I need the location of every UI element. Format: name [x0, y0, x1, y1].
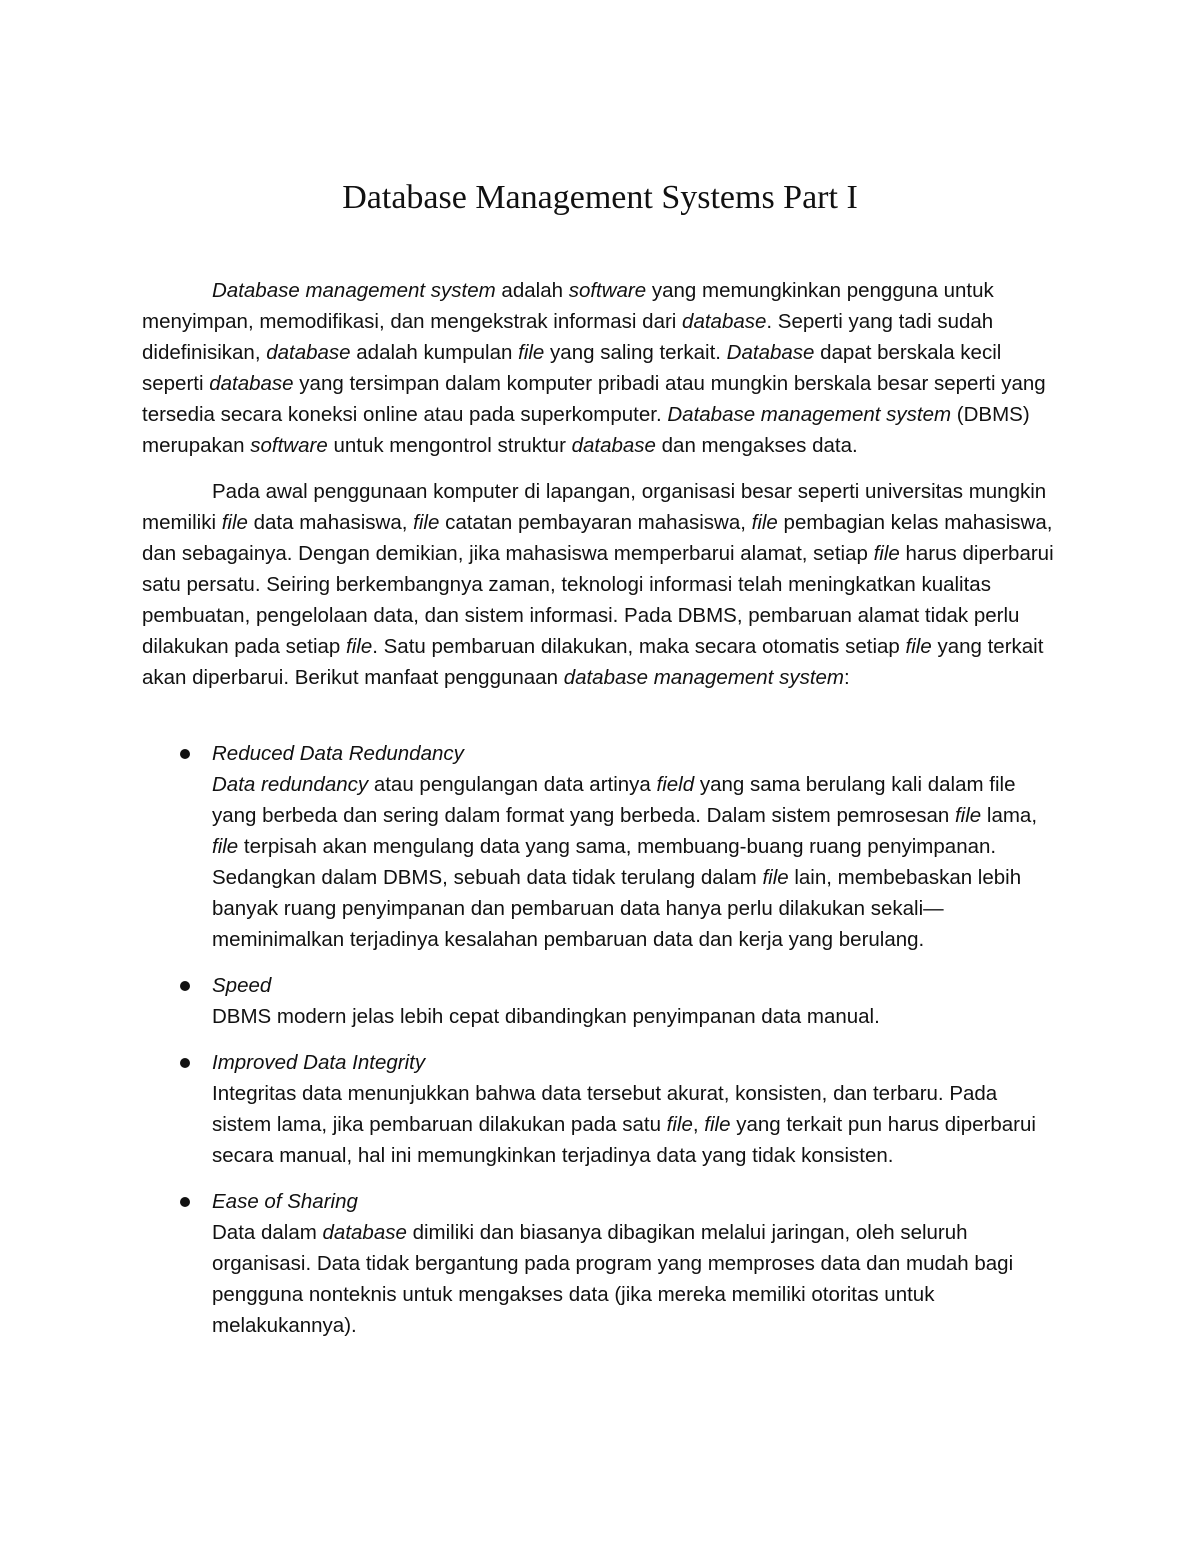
italic-text-run: software — [250, 434, 328, 457]
italic-text-run: Database management system — [667, 403, 952, 426]
list-item-heading: Improved Data Integrity — [212, 1051, 426, 1074]
text-run: yang memungkinkan pengguna untuk menyimpan, memodifikasi, dan mengekstrak informasi dari — [142, 279, 994, 333]
italic-text-run: Database — [726, 341, 815, 364]
list-item-body — [212, 1217, 1054, 1341]
text-run: yang terkait pun harus diperbarui secara manual, hal ini memungkinkan terjadinya data yang tidak konsisten. — [212, 1113, 1036, 1167]
text-run: harus diperbarui satu persatu. Seiring berkembangnya zaman, teknologi informasi telah meningkatkan kualitas pembuatan, pengelolaan data, dan sistem informasi. Pada DBMS, pembaruan alamat tidak perlu dilakukan pada setiap — [142, 542, 1054, 658]
italic-text-run: database — [209, 372, 294, 395]
list-item-heading: Speed — [212, 974, 272, 997]
text-run: dan mengakses data. — [655, 434, 858, 457]
text-run: atau pengulangan data artinya — [368, 773, 657, 796]
italic-text-run: file — [873, 542, 900, 565]
list-item — [142, 738, 1054, 955]
italic-text-run: file — [212, 835, 239, 858]
bullet-icon — [180, 1197, 190, 1207]
text-run: . Seperti yang tadi sudah didefinisikan, — [142, 310, 994, 364]
text-run: pembagian kelas mahasiswa, dan sebagainya. Dengan demikian, jika mahasiswa memperbarui alamat, setiap — [142, 511, 1053, 565]
italic-text-run: database management system — [563, 666, 845, 689]
text-run: Integritas data menunjukkan bahwa data tersebut akurat, konsisten, dan terbaru. Pada sistem lama, jika pembaruan dilakukan pada satu — [212, 1082, 998, 1136]
history-paragraph — [142, 476, 1054, 693]
text-run: DBMS modern jelas lebih cepat dibandingkan penyimpanan data manual. — [212, 1005, 880, 1028]
text-run: : — [844, 666, 850, 689]
benefits-list — [142, 738, 1054, 1356]
italic-text-run: file — [704, 1113, 731, 1136]
bullet-icon — [180, 749, 190, 759]
italic-text-run: database — [682, 310, 767, 333]
list-item-heading: Ease of Sharing — [212, 1190, 358, 1213]
text-run: adalah kumpulan — [350, 341, 519, 364]
text-run: lama, — [981, 804, 1038, 827]
italic-text-run: file — [346, 635, 373, 658]
text-run: . Satu pembaruan dilakukan, maka secara otomatis setiap — [372, 635, 906, 658]
text-run: dimiliki dan biasanya dibagikan melalui jaringan, oleh seluruh organisasi. Data tidak bergantung pada program yang memproses data dan mudah bagi pengguna nonteknis untuk mengakses data (jika mereka memiliki otoritas untuk melakukannya). — [212, 1221, 1014, 1337]
italic-text-run: database — [266, 341, 351, 364]
page-title: Database Management Systems Part I — [342, 179, 858, 216]
text-run: yang terkait akan diperbarui. Berikut manfaat penggunaan — [142, 635, 1044, 689]
text-run: data mahasiswa, — [247, 511, 414, 534]
italic-text-run: field — [656, 773, 695, 796]
text-run: untuk mengontrol struktur — [327, 434, 572, 457]
italic-text-run: database — [322, 1221, 407, 1244]
bullet-icon — [180, 1058, 190, 1068]
text-run: , — [692, 1113, 705, 1136]
italic-text-run: database — [571, 434, 656, 457]
text-run: catatan pembayaran mahasiswa, — [439, 511, 752, 534]
italic-text-run: file — [518, 341, 545, 364]
text-run: yang sama berulang kali dalam file yang berbeda dan sering dalam format yang berbeda. Dalam sistem pemrosesan — [212, 773, 1016, 827]
text-run: dapat berskala kecil seperti — [142, 341, 1002, 395]
list-item-heading: Reduced Data Redundancy — [212, 742, 464, 765]
list-item — [142, 1047, 1054, 1171]
list-item — [142, 970, 1054, 1032]
list-item — [142, 1186, 1054, 1341]
list-item-body — [212, 1078, 1054, 1171]
italic-text-run: file — [905, 635, 932, 658]
italic-text-run: software — [568, 279, 647, 302]
italic-text-run: Database management system — [212, 279, 496, 302]
italic-text-run: file — [762, 866, 789, 889]
italic-text-run: file — [221, 511, 248, 534]
bullet-icon — [180, 981, 190, 991]
text-run: adalah — [495, 279, 569, 302]
italic-text-run: file — [751, 511, 778, 534]
text-run: (DBMS) merupakan — [142, 403, 1030, 457]
italic-text-run: file — [666, 1113, 693, 1136]
text-run: Data dalam — [212, 1221, 323, 1244]
text-run: yang saling terkait. — [544, 341, 727, 364]
list-item-body — [212, 1001, 1054, 1032]
italic-text-run: file — [954, 804, 982, 827]
text-run: Pada awal penggunaan komputer di lapangan, organisasi besar seperti universitas mungkin memiliki — [142, 480, 1047, 534]
italic-text-run: Data redundancy — [212, 773, 369, 796]
text-run: terpisah akan mengulang data yang sama, membuang-buang ruang penyimpanan. Sedangkan dalam DBMS, sebuah data tidak terulang dalam — [212, 835, 997, 889]
intro-paragraph — [142, 275, 1054, 461]
list-item-body — [212, 769, 1054, 955]
text-run: yang tersimpan dalam komputer pribadi atau mungkin berskala besar seperti yang tersedia secara koneksi online atau pada superkomputer. — [142, 372, 1046, 426]
text-run: lain, membebaskan lebih banyak ruang penyimpanan dan pembaruan data hanya perlu dilakukan sekali—meminimalkan terjadinya kesalahan pembaruan data dan kerja yang berulang. — [212, 866, 1022, 951]
italic-text-run: file — [413, 511, 440, 534]
